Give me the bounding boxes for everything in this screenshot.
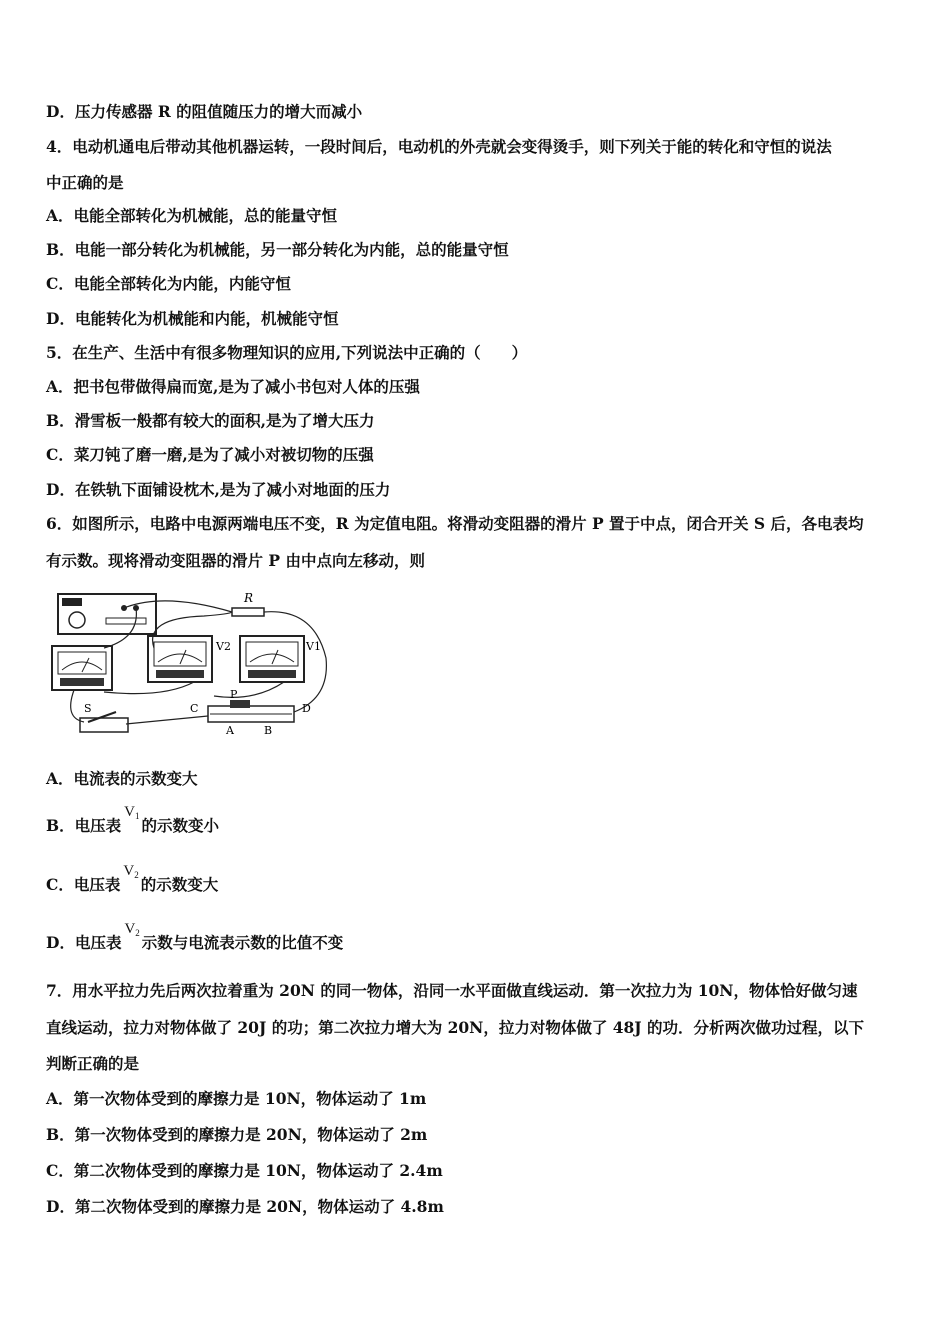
label-a: A — [226, 724, 234, 737]
symbol-v1: $V_1$ — [124, 804, 140, 821]
q6-option-d-pre: D．电压表 — [46, 933, 122, 952]
label-p: P — [230, 688, 238, 701]
symbol-v2: $V_2$ — [123, 863, 139, 880]
q6-option-d-post: 示数与电流表示数的比值不变 — [141, 933, 344, 952]
q5-stem: 5．在生产、生活中有很多物理知识的应用,下列说法中正确的（ ） — [46, 343, 528, 362]
q7-stem-line2: 直线运动，拉力对物体做了 20J 的功；第二次拉力增大为 20N，拉力对物体做了 48J 的功．分析两次做功过程，以下 — [46, 1018, 865, 1037]
label-s: S — [84, 702, 92, 715]
label-v2: V2 — [216, 640, 231, 653]
q7-option-a: A．第一次物体受到的摩擦力是 10N，物体运动了 1m — [46, 1089, 427, 1108]
q5-option-b: B．滑雪板一般都有较大的面积,是为了增大压力 — [46, 411, 375, 430]
q7-option-c: C．第二次物体受到的摩擦力是 10N，物体运动了 2.4m — [46, 1161, 443, 1180]
q6-option-a: A．电流表的示数变大 — [46, 769, 198, 788]
q6-stem-line1: 6．如图所示，电路中电源两端电压不变，R 为定值电阻。将滑动变阻器的滑片 P 置于中点，闭合开关 S 后，各电表均 — [46, 514, 864, 533]
q6-option-b — [46, 804, 219, 837]
label-v1: V1 — [306, 640, 321, 653]
q5-option-c: C．菜刀钝了磨一磨,是为了减小对被切物的压强 — [46, 445, 374, 464]
q4-option-c: C．电能全部转化为内能，内能守恒 — [46, 274, 291, 293]
q3-option-d: D．压力传感器 R 的阻值随压力的增大而减小 — [46, 102, 363, 121]
q4-option-b: B．电能一部分转化为机械能，另一部分转化为内能，总的能量守恒 — [46, 240, 509, 259]
q7-option-d: D．第二次物体受到的摩擦力是 20N，物体运动了 4.8m — [46, 1197, 444, 1216]
q5-option-d: D．在铁轨下面铺设枕木,是为了减小对地面的压力 — [46, 480, 391, 499]
q4-option-a: A．电能全部转化为机械能，总的能量守恒 — [46, 206, 338, 225]
q6-option-b-pre: B．电压表 — [46, 816, 122, 835]
q4-stem-line2: 中正确的是 — [46, 173, 124, 192]
q7-option-b: B．第一次物体受到的摩擦力是 20N，物体运动了 2m — [46, 1125, 428, 1144]
q6-option-b-post: 的示数变小 — [141, 816, 219, 835]
label-d: D — [302, 702, 311, 715]
q6-option-d — [46, 921, 344, 954]
q6-option-c — [46, 863, 219, 896]
q6-option-c-post: 的示数变大 — [140, 875, 219, 894]
q6-option-c-pre: C．电压表 — [46, 875, 121, 894]
label-b: B — [264, 724, 273, 737]
label-c: C — [190, 702, 199, 715]
q5-option-a: A．把书包带做得扁而宽,是为了减小书包对人体的压强 — [46, 377, 420, 396]
q4-stem-line1: 4．电动机通电后带动其他机器运转，一段时间后，电动机的外壳就会变得烫手，则下列关于能的转化和守恒的说法 — [46, 137, 832, 156]
q7-stem-line1: 7．用水平拉力先后两次拉着重为 20N 的同一物体，沿同一水平面做直线运动．第一次拉力为 10N，物体恰好做匀速 — [46, 981, 858, 1000]
q4-option-d: D．电能转化为机械能和内能，机械能守恒 — [46, 309, 339, 328]
q6-stem-line2: 有示数。现将滑动变阻器的滑片 P 由中点向左移动，则 — [46, 551, 425, 570]
q7-stem-line3: 判断正确的是 — [46, 1054, 140, 1073]
circuit-figure — [44, 588, 336, 740]
label-r: R — [244, 591, 254, 605]
symbol-v2: $V_2$ — [124, 921, 140, 938]
